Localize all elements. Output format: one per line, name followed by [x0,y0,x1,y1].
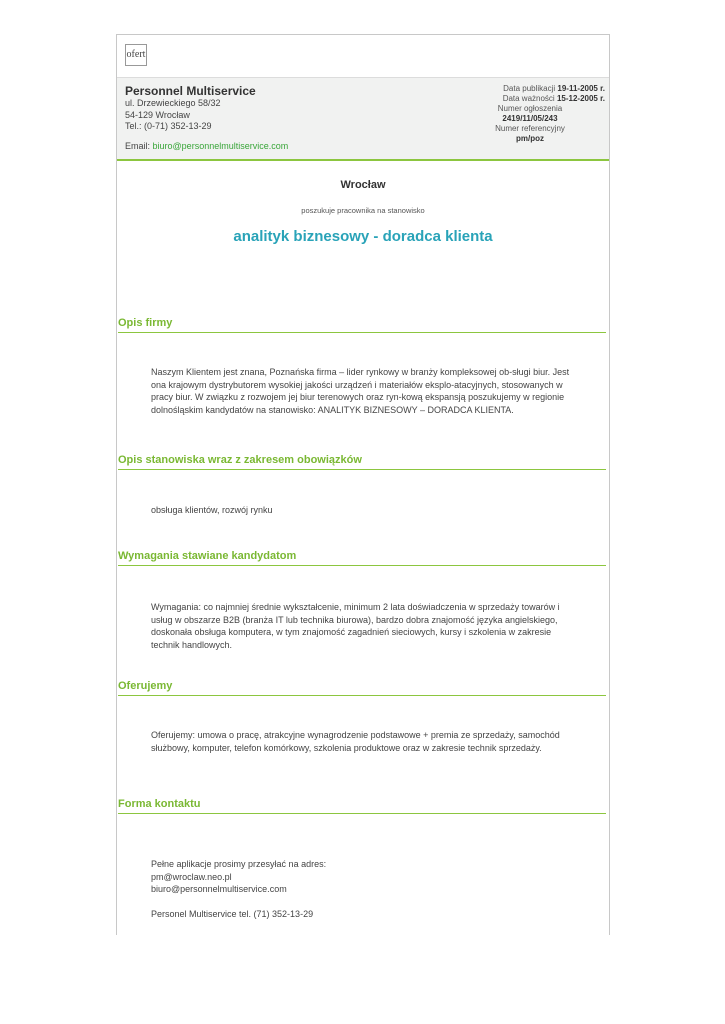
publication-date: Data publikacji 19-11-2005 r. [503,84,605,93]
address-line: 54-129 Wrocław [125,109,190,120]
logo-row [117,35,609,77]
company-header [117,77,609,161]
address-line: ul. Drzewieckiego 58/32 [125,98,221,108]
email-label: Email: [125,141,151,151]
position-title: analityk biznesowy - doradca klienta [233,228,493,245]
email-link[interactable]: biuro@personnelmultiservice.com [152,141,289,151]
offer-number-label: Numer ogłoszenia [497,104,563,113]
reference-label: Numer referencyjny [495,124,565,133]
section-title-duties: Opis stanowiska wraz z zakresem obowiązków [118,454,606,470]
offer-city: Wrocław [340,179,386,191]
section-title-contact: Forma kontaktu [118,798,606,814]
section-title-requirements: Wymagania stawiane kandydatom [118,550,606,566]
company-name: Personnel Multiservice [125,84,256,98]
section-body-contact: Pełne aplikacje prosimy przesyłać na adres: pm@wroclaw.neo.pl biuro@personnelmultiservice.com Personel Multiservice tel. (71) 352-13-29 [151,859,327,919]
section-body-duties: obsługa klientów, rozwój rynku [151,505,273,515]
offer-meta [435,84,605,144]
offer-number: 2419/11/05/243 [502,114,558,123]
section-body-company: Naszym Klientem jest znana, Poznańska firma – lider rynkowy w branży kompleksowej ob-sługi biur. Jest ona krajowym dystrybutorem wysokiej jakości urządzeń i materiałów eksplo-atacyjnych, stosowanych w pracy biur. W związku z rozwojem jej biur terenowych oraz ryn-kową ekspansją poszukujemy w regionie dolnośląskim kandydatów na stanowisko: ANALITYK BIZNESOWY – DORADCA KLIENTA. [151,367,570,415]
validity-date: Data ważności 15-12-2005 r. [502,94,605,103]
section-body-requirements: Wymagania: co najmniej średnie wykształcenie, minimum 2 lata doświadczenia w sprzedaży towarów i usług w obszarze B2B (branża IT lub technika biurowa), bardzo dobra znajomość języka angielskiego, doskonała obsługa komputera, w tym znajomość zagadnień sieciowych, kursy i szkolenia w zakresie technik handlowych. [151,602,560,650]
document-frame [116,34,610,935]
company-address [125,98,221,133]
portal-logo: ofert [125,44,147,66]
offer-seeking-text: poszukuje pracownika na stanowisko [301,206,425,215]
phone-line: Tel.: (0-71) 352-13-29 [125,121,212,131]
section-body-offer: Oferujemy: umowa o pracę, atrakcyjne wynagrodzenie podstawowe + premia ze sprzedaży, samochód służbowy, komputer, telefon komórkowy, szkolenia produktowe oraz w zakresie technik sprzedaży. [151,730,560,753]
section-title-offer: Oferujemy [118,680,606,696]
company-email [125,141,288,151]
section-title-company: Opis firmy [118,317,606,333]
reference-number: pm/poz [516,134,544,143]
